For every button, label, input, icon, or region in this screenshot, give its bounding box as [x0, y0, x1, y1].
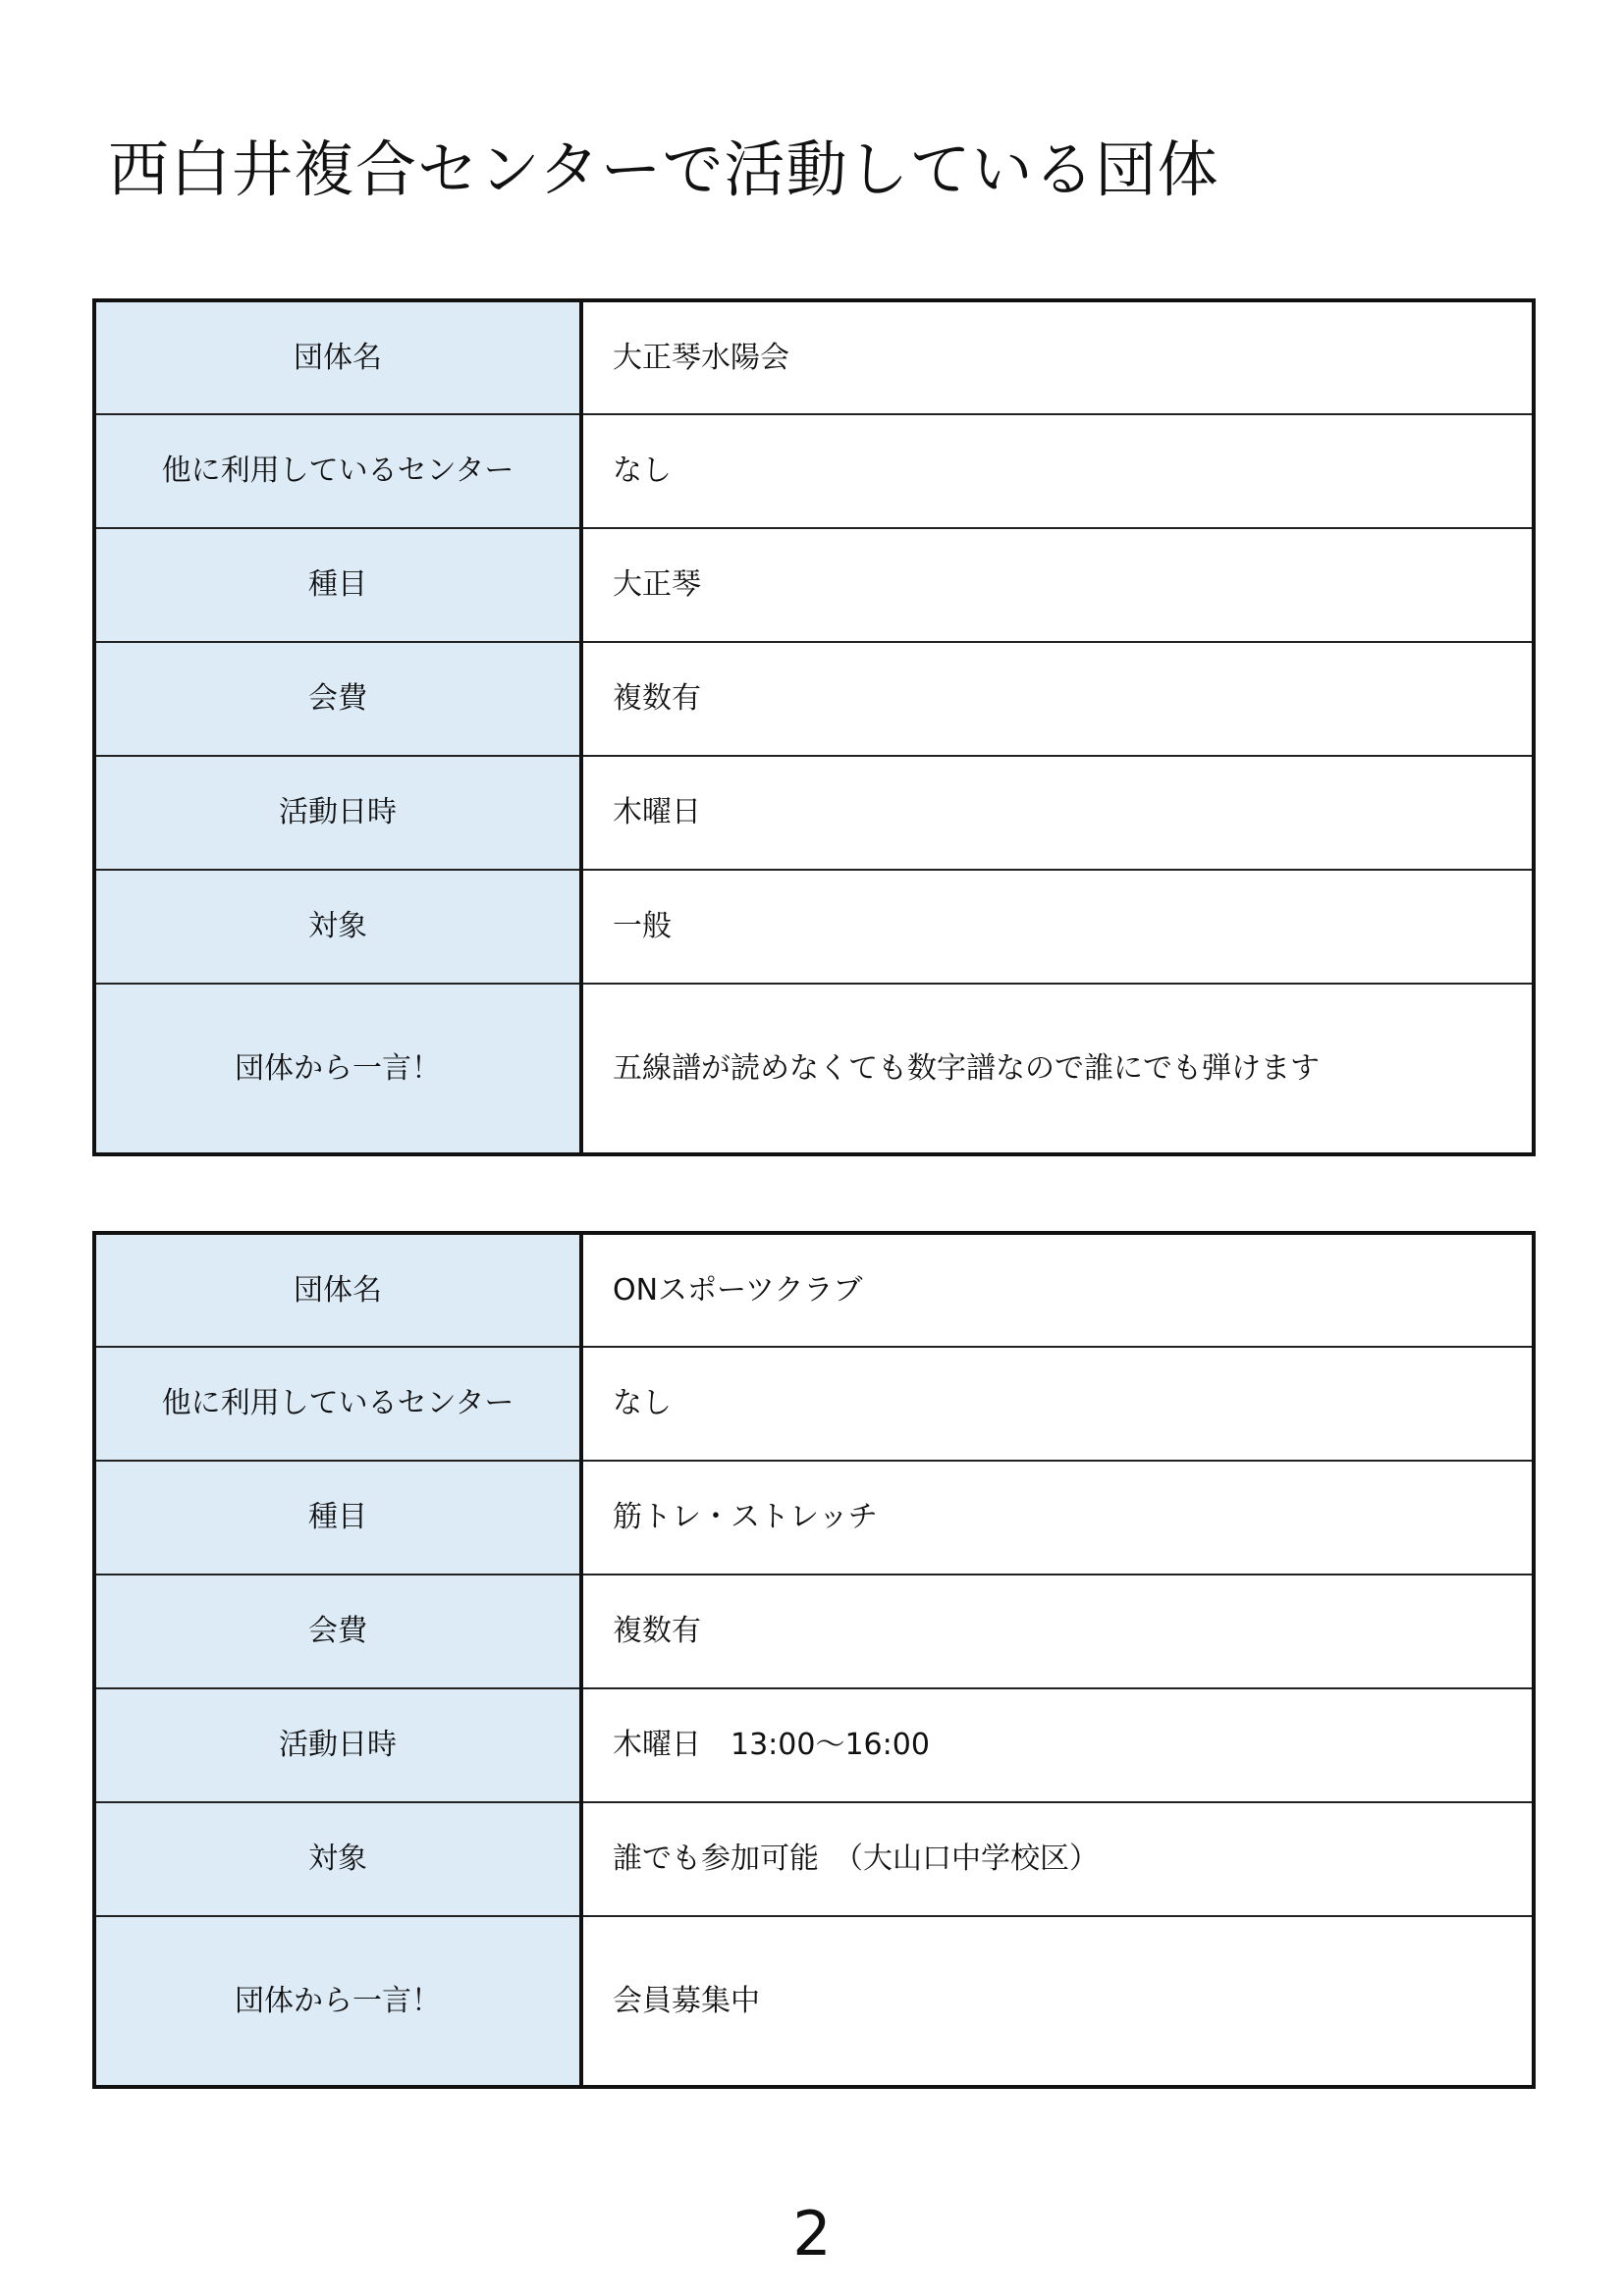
row-other-centers — [94, 414, 1534, 528]
row-schedule — [94, 1688, 1534, 1802]
row-schedule — [94, 756, 1534, 870]
row-other-centers — [94, 1347, 1534, 1461]
group-table-1 — [92, 298, 1536, 1156]
value-group-name: ONスポーツクラブ — [581, 1233, 1534, 1347]
label-target: 対象 — [94, 1802, 581, 1916]
group-table-2 — [92, 1231, 1536, 2089]
value-target: 一般 — [581, 870, 1534, 984]
label-category: 種目 — [94, 528, 581, 642]
value-other-centers: なし — [581, 414, 1534, 528]
value-group-name: 大正琴水陽会 — [581, 300, 1534, 414]
row-fee — [94, 1575, 1534, 1688]
value-other-centers: なし — [581, 1347, 1534, 1461]
value-target: 誰でも参加可能 （大山口中学校区） — [581, 1802, 1534, 1916]
row-fee — [94, 642, 1534, 756]
label-group-name: 団体名 — [94, 300, 581, 414]
row-category — [94, 528, 1534, 642]
value-fee: 複数有 — [581, 1575, 1534, 1688]
label-other-centers: 他に利用しているセンター — [94, 1347, 581, 1461]
value-category: 大正琴 — [581, 528, 1534, 642]
row-message — [94, 1916, 1534, 2087]
row-message — [94, 984, 1534, 1154]
label-schedule: 活動日時 — [94, 756, 581, 870]
label-target: 対象 — [94, 870, 581, 984]
label-other-centers: 他に利用しているセンター — [94, 414, 581, 528]
label-schedule: 活動日時 — [94, 1688, 581, 1802]
label-message: 団体から一言！ — [94, 984, 581, 1154]
row-target — [94, 870, 1534, 984]
value-message: 会員募集中 — [581, 1916, 1534, 2087]
label-category: 種目 — [94, 1461, 581, 1575]
row-category — [94, 1461, 1534, 1575]
label-fee: 会費 — [94, 1575, 581, 1688]
value-message: 五線譜が読めなくても数字譜なので誰にでも弾けます — [581, 984, 1534, 1154]
row-target — [94, 1802, 1534, 1916]
label-message: 団体から一言！ — [94, 1916, 581, 2087]
value-schedule: 木曜日 — [581, 756, 1534, 870]
value-category: 筋トレ・ストレッチ — [581, 1461, 1534, 1575]
label-fee: 会費 — [94, 642, 581, 756]
row-group-name — [94, 300, 1534, 414]
row-group-name — [94, 1233, 1534, 1347]
label-group-name: 団体名 — [94, 1233, 581, 1347]
page-number: 2 — [792, 2198, 832, 2269]
page-title: 西白井複合センターで活動している団体 — [108, 133, 1219, 205]
value-fee: 複数有 — [581, 642, 1534, 756]
value-schedule: 木曜日 13:00～16:00 — [581, 1688, 1534, 1802]
